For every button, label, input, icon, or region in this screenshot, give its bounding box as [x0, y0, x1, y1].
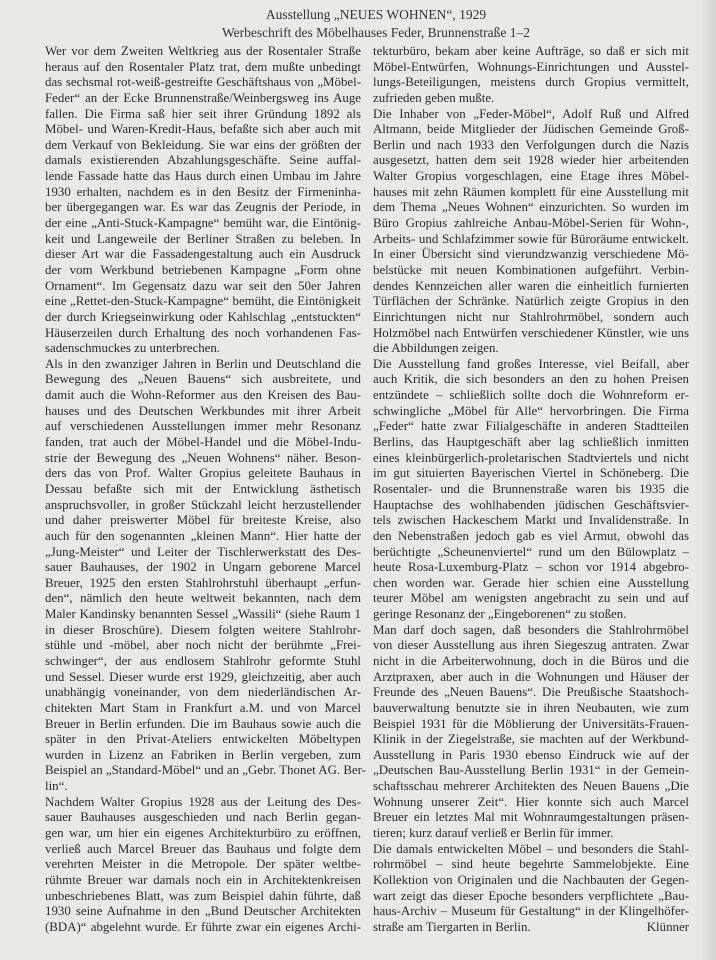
text-line: Die damals entwickelten Möbel – und besonders die Stahl- — [373, 841, 689, 856]
text-line: Dessau befaßte sich mit der Entwicklung ästhetisch — [45, 481, 361, 496]
text-line: verehrten Meister in die Metropole. Der später weltbe- — [45, 857, 361, 872]
text-line: In einer Übersicht sind vierundzwanzig verschiedene Mö- — [373, 247, 689, 262]
text-line: den Nebenstraßen jedoch gab es viel Armut, obwohl das — [373, 528, 689, 543]
text-line: im gut situierten Bayerischen Viertel in Schöneberg. Die — [373, 466, 689, 481]
text-line: Klinik in der Ziegelstraße, sie machten auf der Werkbund- — [373, 732, 689, 747]
text-line: heraus auf den Rosentaler Platz trat, dem mußte unbedingt — [45, 59, 361, 74]
text-line: tekturbüro, bekam aber keine Aufträge, so daß er sich mit — [373, 44, 689, 58]
text-line: nicht in die Arbeiterwohnung, doch in die Büros und die — [373, 653, 689, 668]
text-line: Rosentaler- und die Brunnenstraße waren bis 1935 die — [373, 481, 689, 496]
text-line: fallen. Die Firma saß hier seit ihrer Gründung 1892 als — [45, 106, 361, 121]
text-line: ber übergegangen war. Es war das Zeugnis der Periode, in — [45, 200, 361, 215]
text-line: Hauptachse des wohlhabenden jüdischen Geschäftsvier- — [373, 497, 689, 512]
text-line: schaftsschau mehrerer Architekten des Neuen Bauens „Die — [373, 779, 689, 794]
text-line: wart zeigt das dieser Epoche besonders verpflichtete „Bau- — [373, 888, 689, 903]
page-edge-shadow — [702, 0, 716, 960]
text-line: schwinger“, der aus endlosem Stahlrohr geformte Stuhl — [45, 653, 361, 668]
text-line: schwingliche „Möbel für Alle“ hervorbringen. Die Firma — [373, 403, 689, 418]
text-line: Breuer in Berlin erfunden. Die im Bauhaus sowie auch die — [45, 716, 361, 731]
text-line: Breuer, 1925 den ersten Stahlrohrstuhl überhaupt „erfun- — [45, 575, 361, 590]
text-line: verließ auch Marcel Breuer das Bauhaus und folgte dem — [45, 841, 361, 856]
page-header — [0, 6, 716, 42]
text-line: Berlins, das Hauptgeschäft aber lag schließlich inmitten — [373, 435, 689, 450]
text-line: lin“. — [45, 779, 68, 794]
paragraph — [45, 356, 366, 795]
text-line-content: straße am Tiergarten in Berlin. — [373, 919, 531, 934]
paragraph — [373, 842, 689, 936]
text-line: das sechsmal rot-weiß-gestreifte Geschäftshaus von „Möbel- — [45, 75, 361, 90]
text-line: entzündete – schließlich sollte doch die Wohnreform er- — [373, 388, 689, 403]
text-line: fanden, trat auch der Möbel-Handel und die Möbel-Indu- — [45, 435, 361, 450]
text-column-right — [373, 44, 689, 936]
text-line: geringe Resonanz der „Eingeborenen“ zu stoßen. — [373, 607, 627, 622]
text-line: teurer Möbel am wenigsten angebracht zu sein und auf — [373, 591, 689, 606]
text-line: strie der Bewegung des „Neuen Wohnens“ näher. Beson- — [45, 450, 361, 465]
text-line: chitekten Mart Stam in Frankfurt a.M. und von Marcel — [45, 700, 361, 715]
text-line: auf verschiedenen Ausstellungen immer mehr Resonanz — [45, 419, 361, 434]
text-line: dem Thema „Neues Wohnen“ einzurichten. So wurden im — [373, 200, 689, 215]
text-line — [373, 920, 689, 936]
text-line: Wer vor dem Zweiten Weltkrieg aus der Rosentaler Straße — [45, 44, 361, 58]
text-line: eines kleinbürgerlich-proletarischen Stadtviertels und nicht — [373, 450, 689, 465]
text-line: Möbel- und Waren-Kredit-Haus, befaßte sich aber auch mit — [45, 122, 361, 137]
text-line: Möbel-Entwürfen, Wohnungs-Einrichtungen und Ausstel- — [373, 59, 689, 74]
text-line: Altmann, beide Mitglieder der Jüdischen Gemeinde Groß- — [373, 122, 689, 137]
text-line: Holzmöbel nach Entwürfen verschiedener Künstler, wie uns — [373, 325, 689, 340]
text-line: heute Rosa-Luxemburg-Platz – schon vor 1914 abgebro- — [373, 560, 689, 575]
text-line: Bewegung des „Neuen Bauens“ sich ausbreitete, und — [45, 372, 361, 387]
author-signature: Klünner — [646, 919, 689, 934]
text-line: Büro Gropius zahlreiche Anbau-Möbel-Serien für Wohn-, — [373, 216, 689, 231]
text-line: Berlin und nach 1933 den Verfolgungen durch die Nazis — [373, 137, 689, 152]
text-line: Freunde des „Neuen Bauens“. Die Preußische Staatshoch- — [373, 685, 689, 700]
text-line: den“, nämlich den heute weltweit bekannten, nach dem — [45, 591, 361, 606]
text-line: Türflächen der Schränke. Natürlich zeigte Gropius in den — [373, 294, 689, 309]
text-line: Walter Gropius vorgeschlagen, eine Etage ihres Möbel- — [373, 169, 689, 184]
text-line: Ausstellung in Paris 1930 ebenso Eindruck wie auf der — [373, 747, 689, 762]
header-subtitle: Werbeschrift des Möbelhauses Feder, Brunnenstraße 1–2 — [221, 25, 531, 40]
text-line: Feder“ an der Ecke Brunnenstraße/Weinbergsweg ins Auge — [45, 90, 361, 105]
text-line: von dieser Ausstellung aus ihren Siegeszug antraten. Zwar — [373, 638, 689, 653]
text-line: unabhängig voneinander, von dem niederländischen Ar- — [45, 685, 361, 700]
text-line: lende Fassade hatte das Haus durch einen Umbau im Jahre — [45, 169, 361, 184]
text-line: damit auch die Wohn-Reformer aus den Kreisen des Bau- — [45, 388, 361, 403]
text-line: 1930 erhalten, nachdem es in den Besitz der Firmeninha- — [45, 184, 361, 199]
text-line: der durch Kriegseinwirkung oder Kahlschlag „entstuckten“ — [45, 309, 361, 324]
paragraph — [373, 357, 689, 623]
paragraph — [45, 44, 361, 357]
text-line: sauer Bauhauses ausgeschieden und nach Berlin gegan- — [45, 810, 361, 825]
text-line: unbeschriebenes Blatt, was zum Beispiel dahin führte, daß — [45, 888, 361, 903]
text-line: keit und Langeweile der Berliner Straßen zu beleben. In — [45, 231, 361, 246]
text-line: die Abbildungen zeigen. — [373, 341, 499, 356]
text-line: wurden in Lizenz an Fabriken in Berlin vergeben, zum — [45, 747, 361, 762]
text-line: Wohnung unserer Zeit“. Hier konnte sich auch Marcel — [373, 794, 689, 809]
text-line: Beispiel an „Standard-Möbel“ und an „Gebr. Thonet AG. Ber- — [45, 763, 366, 778]
text-line: belstücke mit neuen Kombinationen aufgeführt. Verbin- — [373, 262, 689, 277]
text-line: Beispiel 1931 für die Möblierung der Universitäts-Frauen- — [373, 716, 689, 731]
text-line: hauses mit zehn Räumen komplett für eine Ausstellung mit — [373, 184, 689, 199]
text-line: auch Kritik, die sich besonders an den zu hohen Preisen — [373, 372, 689, 387]
text-line: lungs-Beteiligungen, meistens durch Gropius vermittelt, — [373, 75, 689, 90]
text-line: tels zwischen Hackeschem Markt und Invalidenstraße. In — [373, 513, 689, 528]
text-line: stühle und -möbel, aber noch nicht der berühmte „Frei- — [45, 638, 361, 653]
text-column-left — [45, 44, 366, 936]
text-line: in dieser Broschüre). Diesem folgten weitere Stahlrohr- — [45, 622, 361, 637]
text-line: Die Inhaber von „Feder-Möbel“, Adolf Ruß und Alfred — [373, 106, 689, 121]
text-line: später in den Privat-Ateliers entwickelten Möbeltypen — [45, 732, 361, 747]
text-line: Als in den zwanziger Jahren in Berlin und Deutschland die — [45, 356, 361, 371]
text-line: rühmte Breuer war damals noch ein in Architektenkreisen — [45, 872, 361, 887]
text-line: chen worden war. Gerade hier schien eine Ausstellung — [373, 575, 689, 590]
paragraph — [373, 623, 689, 842]
text-line: tieren; kurz darauf verließ er Berlin für immer. — [373, 826, 614, 841]
text-line: zufrieden geben mußte. — [373, 90, 495, 105]
text-line: Breuer ein letztes Mal mit Wohnraumgestaltungen präsen- — [373, 810, 689, 825]
text-line: hauses und des Deutschen Werkbundes mit ihrer Arbeit — [45, 403, 361, 418]
text-line: „Jung-Meister“ und Leiter der Tischlerwerkstatt des Des- — [45, 544, 361, 559]
text-line: und daher preiswerter Möbel für breiteste Kreise, also — [45, 513, 361, 528]
text-line: Maler Kandinsky benannten Sessel „Wassili“ (siehe Raum 1 — [45, 607, 361, 622]
text-line: eine „Rettet-den-Stuck-Kampagne“ bemüht, die Eintönigkeit — [45, 294, 361, 309]
text-line: ausgesetzt, hatten dem seit 1928 wieder hier arbeitenden — [373, 153, 689, 168]
text-line: 1930 seine Aufnahme in den „Bund Deutscher Architekten — [45, 904, 361, 919]
paragraph — [373, 107, 689, 357]
text-line: Nachdem Walter Gropius 1928 aus der Leitung des Des- — [45, 794, 361, 809]
text-line: Kollektion von Originalen und die Nachbauten der Gegen- — [373, 872, 689, 887]
text-line: „Deutschen Bau-Ausstellung Berlin 1931“ in der Gemein- — [373, 763, 689, 778]
text-line: haus-Archiv – Museum für Gestaltung“ in der Klingelhöfer- — [373, 904, 689, 919]
text-line: anspruchsvoller, in großer Stückzahl leicht herzustellender — [45, 497, 361, 512]
text-line: dem Verkauf von Bekleidung. Sie war eins der größten der — [45, 137, 361, 152]
paragraph — [45, 795, 361, 936]
text-line: der eine „Anti-Stuck-Kampagne“ bemüht war, die Eintönig- — [45, 216, 361, 231]
text-line: Häuserzeilen durch Erhaltung des noch vorhandenen Fas- — [45, 325, 361, 340]
text-line: dieser Art war die Fassadengestaltung auch ein Ausdruck — [45, 247, 361, 262]
text-line: sadenschmuckes zu unterbrechen. — [45, 341, 221, 356]
text-line: gen war, um hier ein eigenes Architekturbüro zu eröffnen, — [45, 826, 361, 841]
text-line: rohrmöbel – sind heute begehrte Sammelobjekte. Eine — [373, 857, 689, 872]
text-line: Arbeits- und Schlafzimmer sowie für Büroräume entwickelt. — [373, 231, 689, 246]
text-line: dendes Kennzeichen aller waren die einheitlich furnierten — [373, 278, 689, 293]
text-line: Ornament“. Im Gegensatz dazu war seit den 50er Jahren — [45, 278, 361, 293]
text-line: berüchtigte „Scheunenviertel“ rund um den Bülowplatz – — [373, 544, 689, 559]
text-line: „Feder“ hatte zwar Filialgeschäfte in anderen Stadtteilen — [373, 419, 689, 434]
text-line: auch für den sogenannten „kleinen Mann“. Hier hatte der — [45, 528, 361, 543]
text-line: Arztpraxen, aber auch in die Wohnungen und Häuser der — [373, 669, 689, 684]
text-line: Einrichtungen nicht nur Stahlrohrmöbel, sondern auch — [373, 309, 689, 324]
text-line: damals existierenden Abzahlungsgeschäfte. Seine auffal- — [45, 153, 361, 168]
text-line: bauverwaltung benutzte sie in ihren Neubauten, wie zum — [373, 700, 689, 715]
text-line: (BDA)“ abgelehnt wurde. Er führte zwar ein eigenes Archi- — [45, 919, 361, 934]
text-line: Man darf doch sagen, daß besonders die Stahlrohrmöbel — [373, 622, 689, 637]
paragraph — [373, 44, 689, 107]
header-title: Ausstellung „NEUES WOHNEN“, 1929 — [265, 7, 487, 22]
text-line: sauer Bauhauses, der 1902 in Ungarn geborene Marcel — [45, 560, 361, 575]
text-line: und Sessel. Dieser wurde erst 1929, gleichzeitig, aber auch — [45, 669, 361, 684]
text-line: ders das von Prof. Walter Gropius geleitete Bauhaus in — [45, 466, 361, 481]
text-line: der vom Werkbund betriebenen Kampagne „Form ohne — [45, 262, 361, 277]
text-line: Die Ausstellung fand großes Interesse, viel Beifall, aber — [373, 356, 689, 371]
